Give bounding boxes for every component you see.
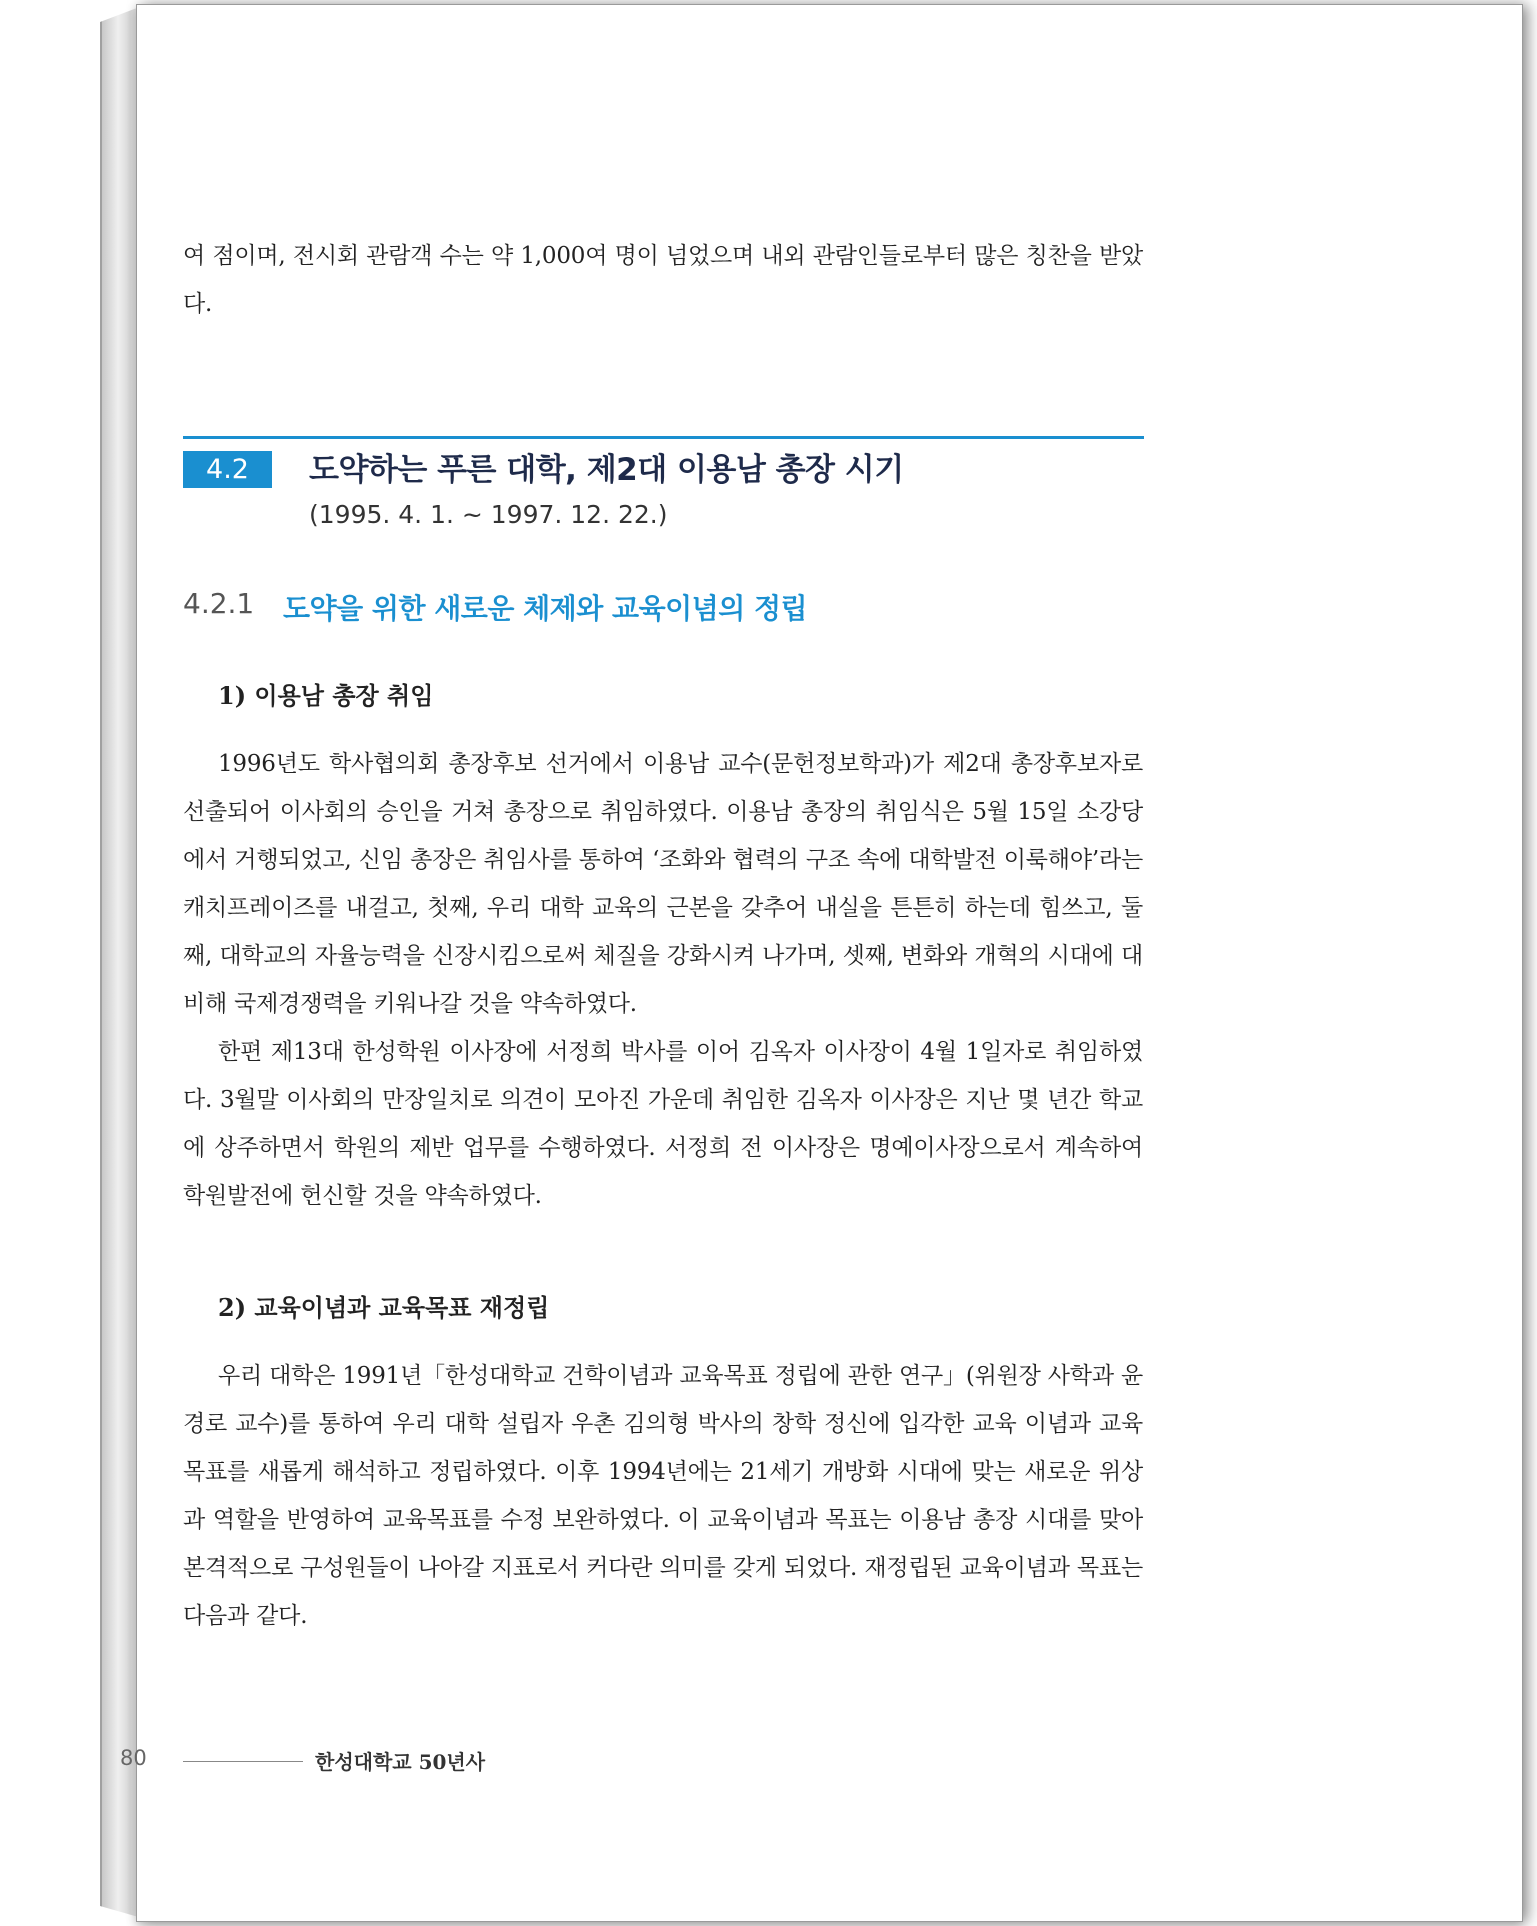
page-number: 80 bbox=[120, 1746, 147, 1770]
part1-body bbox=[183, 740, 1143, 1220]
part1-heading: 1) 이용남 총장 취임 bbox=[218, 681, 434, 710]
section-rule bbox=[183, 436, 1144, 439]
part2-paragraph-1: 우리 대학은 1991년「한성대학교 건학이념과 교육목표 정립에 관한 연구」(위원장 사학과 윤경로 교수)를 통하여 우리 대학 설립자 우촌 김의형 박사의 창학 정신에 입각한 교육 이념과 교육목표를 새롭게 해석하고 정립하였다. 이후 1994년에는 21세기 개방화 시대에 맞는 새로운 위상과 역할을 반영하여 교육목표를 수정 보완하였다. 이 교육이념과 목표는 이용남 총장 시대를 맞아 본격적으로 구성원들이 나아갈 지표로서 커다란 의미를 갖게 되었다. 재정립된 교육이념과 목표는 다음과 같다. bbox=[183, 1363, 1143, 1629]
section-number-badge: 4.2 bbox=[183, 451, 272, 488]
footer-book-title: 한성대학교 50년사 bbox=[315, 1750, 486, 1774]
section-title: 도약하는 푸른 대학, 제2대 이용남 총장 시기 bbox=[309, 452, 904, 488]
subsection-number: 4.2.1 bbox=[183, 587, 255, 620]
part2-heading: 2) 교육이념과 교육목표 재정립 bbox=[218, 1293, 550, 1322]
section-dates: (1995. 4. 1. ~ 1997. 12. 22.) bbox=[309, 500, 668, 529]
intro-paragraph-block bbox=[183, 232, 1143, 328]
intro-paragraph: 여 점이며, 전시회 관람객 수는 약 1,000여 명이 넘었으며 내외 관람인들로부터 많은 칭찬을 받았다. bbox=[183, 243, 1144, 317]
part2-body bbox=[183, 1352, 1143, 1640]
footer-rule bbox=[183, 1761, 303, 1762]
part1-paragraph-1: 1996년도 학사협의회 총장후보 선거에서 이용남 교수(문헌정보학과)가 제2대 총장후보자로 선출되어 이사회의 승인을 거쳐 총장으로 취임하였다. 이용남 총장의 취임식은 5월 15일 소강당에서 거행되었고, 신임 총장은 취임사를 통하여 ‘조화와 협력의 구조 속에 대학발전 이룩해야’라는 캐치프레이즈를 내걸고, 첫째, 우리 대학 교육의 근본을 갖추어 내실을 튼튼히 하는데 힘쓰고, 둘째, 대학교의 자율능력을 신장시킴으로써 체질을 강화시켜 나가며, 셋째, 변화와 개혁의 시대에 대비해 국제경쟁력을 키워나갈 것을 약속하였다. bbox=[183, 751, 1143, 1017]
subsection-title: 도약을 위한 새로운 체제와 교육이념의 정립 bbox=[283, 592, 808, 625]
part1-paragraph-2: 한편 제13대 한성학원 이사장에 서정희 박사를 이어 김옥자 이사장이 4월 1일자로 취임하였다. 3월말 이사회의 만장일치로 의견이 모아진 가운데 취임한 김옥자 이사장은 지난 몇 년간 학교에 상주하면서 학원의 제반 업무를 수행하였다. 서정희 전 이사장은 명예이사장으로서 계속하여 학원발전에 헌신할 것을 약속하였다. bbox=[183, 1039, 1144, 1209]
